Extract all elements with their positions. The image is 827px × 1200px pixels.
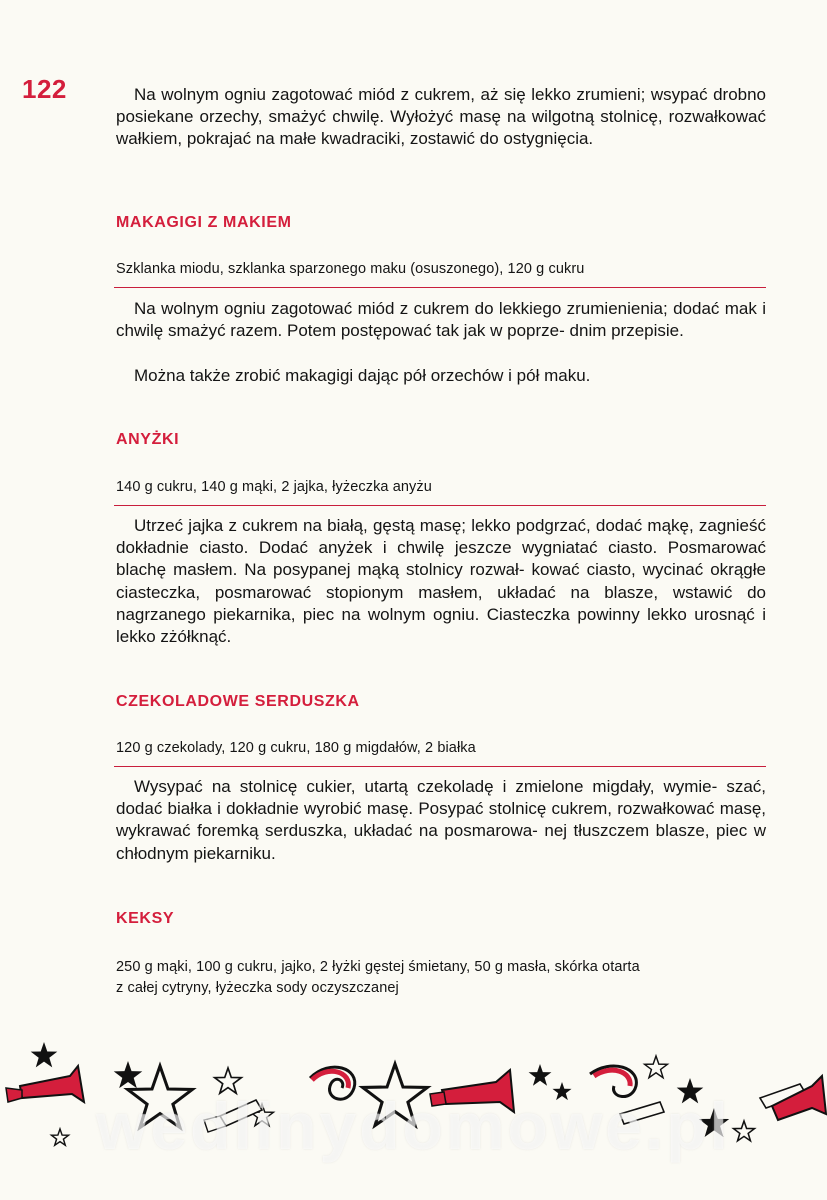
recipe-title: CZEKOLADOWE SERDUSZKA (116, 693, 360, 710)
text-line: ciasto. Posmarować blachę masłem. Na posypanej mąką stolnicy rozwał- (116, 538, 766, 580)
text-line: rozwałkować masę, wykrawać foremką serduszka, układać na posmarowa- (116, 799, 766, 841)
method-paragraph (116, 365, 766, 387)
intro-paragraph (116, 84, 766, 151)
ingredients-line: 250 g mąki, 100 g cukru, jajko, 2 łyżki gęstej śmietany, 50 g masła, skórka otarta (116, 959, 640, 975)
method-paragraph (116, 776, 766, 865)
method-paragraph (116, 298, 766, 342)
ingredients-list: 120 g czekolady, 120 g cukru, 180 g migdałów, 2 białka (116, 740, 476, 756)
page-number: 122 (22, 74, 67, 104)
recipe-title: KEKSY (116, 910, 175, 927)
text-line: ogniu. Ciasteczka powinny lekko urosnąć i lekko zżółknąć. (116, 604, 766, 647)
text-line: szać, dodać białka i dokładnie wyrobić masę. Posypać stolnicę cukrem, (116, 777, 766, 819)
text-line: wilgotną stolnicę, rozwałkować wałkiem, pokrajać na małe kwadraciki, (116, 107, 766, 149)
ingredients-list: 140 g cukru, 140 g mąki, 2 jajka, łyżeczka anyżu (116, 479, 432, 495)
ingredients-list: Szklanka miodu, szklanka sparzonego maku (osuszonego), 120 g cukru (116, 261, 585, 277)
watermark: wedlinydomowe.pl (96, 1089, 731, 1163)
text-line: Utrzeć jajka z cukrem na białą, gęstą masę; lekko podgrzać, dodać (134, 516, 643, 535)
text-line: kować ciasto, wycinać okrągłe ciasteczka, posmarować stopionym masłem, (116, 560, 766, 602)
text-line: Można także zrobić makagigi dając pół orzechów i pół maku. (134, 366, 591, 385)
divider (114, 287, 766, 288)
text-line: nej tłuszczem blasze, piec w chłodnym piekarniku. (116, 821, 766, 863)
text-line: dodać mak i chwilę smażyć razem. Potem postępować tak jak w poprze- (116, 299, 766, 341)
ingredients-line: z całej cytryny, łyżeczka sody oczyszczanej (116, 980, 399, 996)
recipe-title: ANYŻKI (116, 431, 180, 448)
text-line: dnim przepisie. (569, 321, 684, 341)
text-line: układać na blasze, wstawić do nagrzanego piekarnika, piec na wolnym (116, 582, 766, 624)
method-paragraph (116, 515, 766, 648)
recipe-title: MAKAGIGI Z MAKIEM (116, 214, 292, 231)
text-line: wsypać drobno posiekane orzechy, smażyć chwilę. Wyłożyć masę na (116, 85, 767, 127)
text-line: zostawić do ostygnięcia. (409, 129, 594, 149)
text-line: Na wolnym ogniu zagotować miód z cukrem do lekkiego zrumienienia; (134, 299, 668, 318)
text-line: mąkę, zagnieść dokładnie ciasto. Dodać anyżek i chwilę jeszcze wygniatać (116, 516, 766, 558)
ingredients-list (116, 957, 766, 999)
text-line: Na wolnym ogniu zagotować miód z cukrem, aż się lekko zrumieni; (134, 85, 646, 104)
divider (114, 766, 766, 767)
divider (114, 505, 766, 506)
text-line: Wysypać na stolnicę cukier, utartą czekoladę i zmielone migdały, wymie- (134, 777, 718, 796)
